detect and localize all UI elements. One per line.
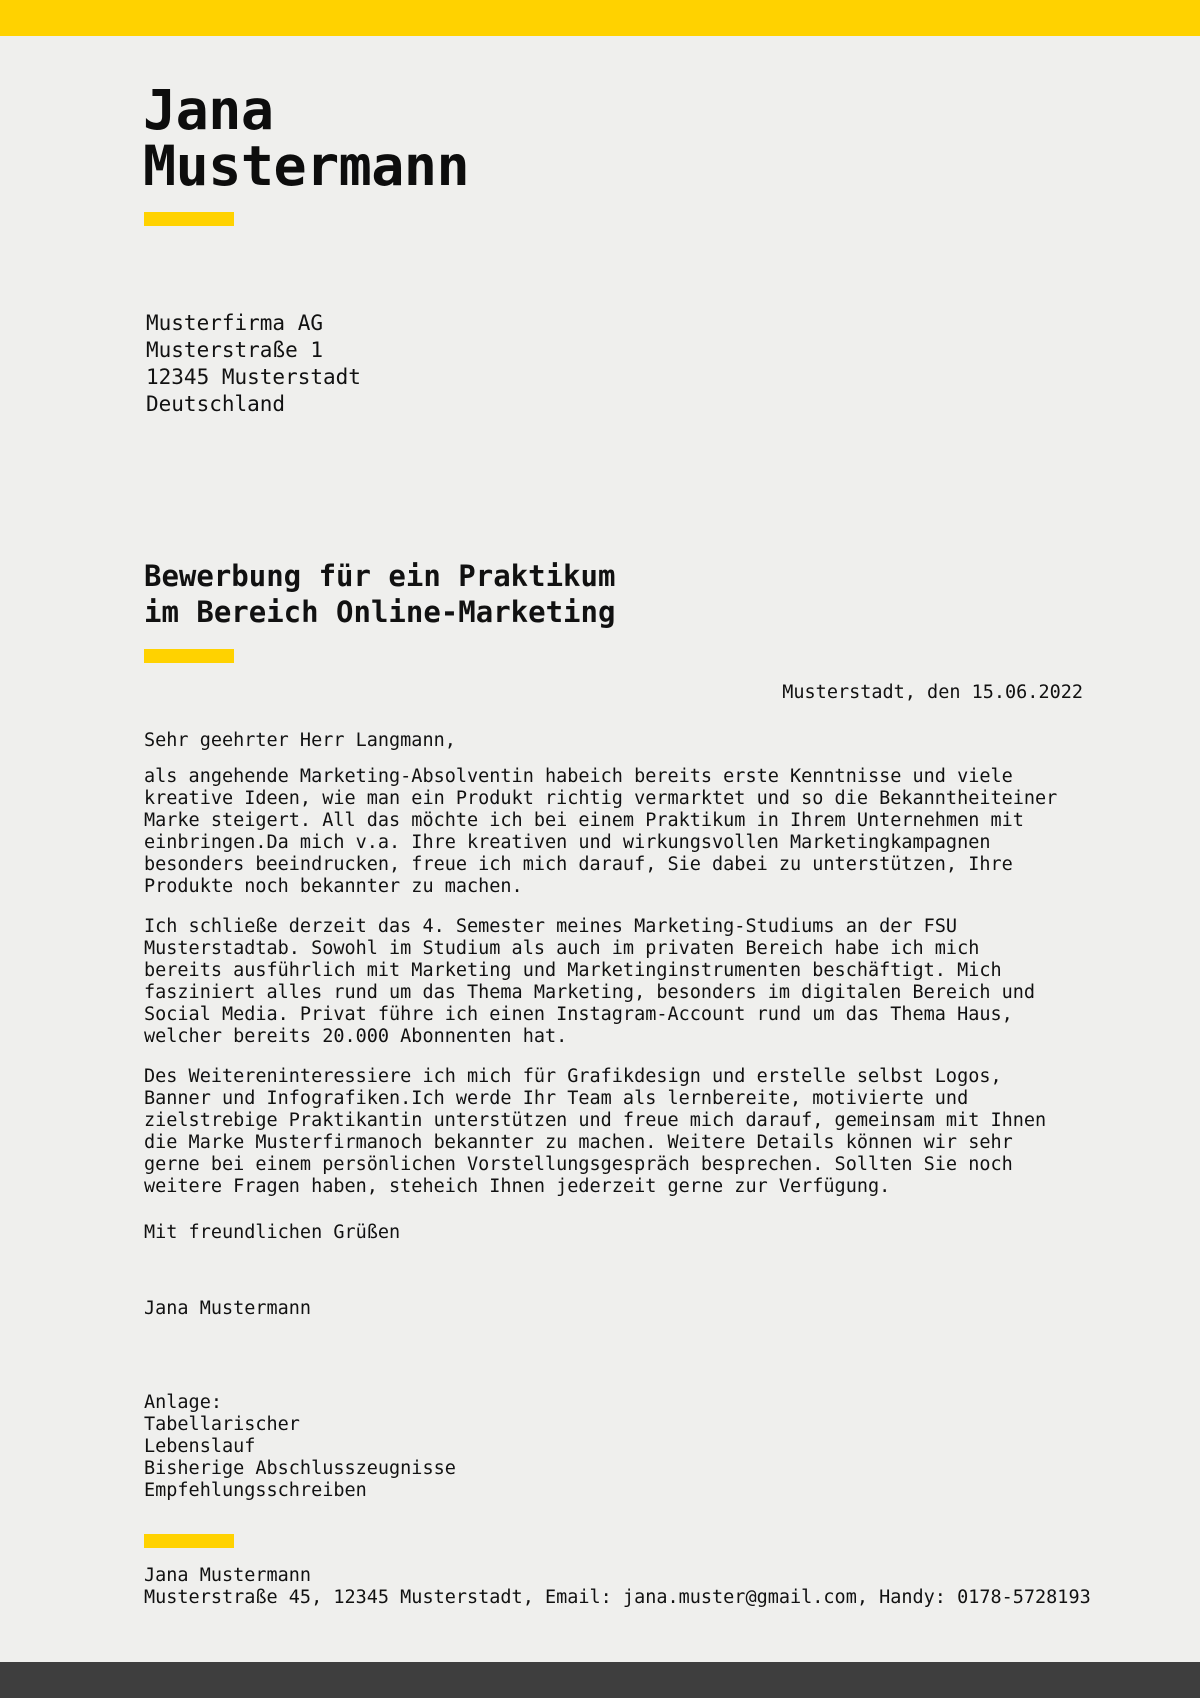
subject-line-1: Bewerbung für ein Praktikum — [144, 559, 616, 593]
applicant-name-heading — [143, 78, 470, 198]
subject-accent-divider — [144, 649, 234, 663]
attachments-list — [144, 1392, 456, 1502]
signature-name: Jana Mustermann — [144, 1298, 312, 1319]
recipient-street: Musterstraße 1 — [146, 338, 324, 362]
footer-name: Jana Mustermann — [144, 1565, 312, 1586]
attachments-label: Anlage: — [144, 1392, 222, 1413]
letter-subject — [144, 558, 615, 630]
paragraph-line: weitere Fragen haben, steheich Ihnen jederzeit gerne zur Verfügung. — [144, 1176, 891, 1197]
paragraph-3 — [144, 1066, 1144, 1198]
attachment-item: Empfehlungsschreiben — [144, 1480, 367, 1501]
paragraph-2 — [144, 916, 1144, 1048]
paragraph-line: zielstrebige Praktikantin unterstützen und freue mich darauf, gemeinsam mit Ihnen — [144, 1110, 1047, 1131]
last-name: Mustermann — [143, 134, 470, 198]
paragraph-line: die Marke Musterfirmanoch bekannter zu machen. Weitere Details können wir sehr — [144, 1132, 1013, 1153]
recipient-address — [146, 310, 361, 418]
footer-contact — [144, 1565, 1091, 1609]
footer-accent-divider — [144, 1534, 234, 1548]
footer-contact-line: Musterstraße 45, 12345 Musterstadt, Email: jana.muster@gmail.com, Handy: 0178-5728193 — [144, 1587, 1091, 1608]
paragraph-line: Produkte noch bekannter zu machen. — [144, 876, 523, 897]
paragraph-line: fasziniert alles rund um das Thema Marketing, besonders im digitalen Bereich und — [144, 982, 1036, 1003]
closing-phrase: Mit freundlichen Grüßen — [144, 1222, 401, 1243]
paragraph-line: gerne bei einem persönlichen Vorstellungsgespräch besprechen. Sollten Sie noch — [144, 1154, 1013, 1175]
attachment-item: Lebenslauf — [144, 1436, 256, 1457]
paragraph-line: bereits ausführlich mit Marketing und Marketinginstrumenten beschäftigt. Mich — [144, 960, 1002, 981]
paragraph-line: Social Media. Privat führe ich einen Instagram-Account rund um das Thema Haus, — [144, 1004, 1013, 1025]
recipient-city: 12345 Musterstadt — [146, 365, 361, 389]
attachment-item: Tabellarischer — [144, 1414, 300, 1435]
paragraph-line: Marke steigert. All das möchte ich bei einem Praktikum in Ihrem Unternehmen mit — [144, 810, 1024, 831]
recipient-company: Musterfirma AG — [146, 311, 324, 335]
paragraph-line: Des Weitereninteressiere ich mich für Grafikdesign und erstelle selbst Logos, — [144, 1066, 1002, 1087]
paragraph-line: welcher bereits 20.000 Abonnenten hat. — [144, 1026, 568, 1047]
letter-date: Musterstadt, den 15.06.2022 — [782, 682, 1083, 703]
header-accent-divider — [144, 212, 234, 226]
attachment-item: Bisherige Abschlusszeugnisse — [144, 1458, 456, 1479]
top-accent-bar — [0, 0, 1200, 36]
paragraph-line: besonders beeindrucken, freue ich mich darauf, Sie dabei zu unterstützen, Ihre — [144, 854, 1013, 875]
bottom-footer-bar — [0, 1662, 1200, 1698]
first-name: Jana — [143, 78, 274, 142]
paragraph-line: Ich schließe derzeit das 4. Semester meines Marketing-Studiums an der FSU — [144, 916, 958, 937]
subject-line-2: im Bereich Online-Marketing — [144, 595, 616, 629]
recipient-country: Deutschland — [146, 392, 286, 416]
paragraph-1 — [144, 766, 1144, 898]
paragraph-line: einbringen.Da mich v.a. Ihre kreativen und wirkungsvollen Marketingkampagnen — [144, 832, 991, 853]
letter-body — [144, 730, 1144, 1216]
salutation: Sehr geehrter Herr Langmann, — [144, 730, 456, 751]
paragraph-line: Banner und Infografiken.Ich werde Ihr Team als lernbereite, motivierte und — [144, 1088, 969, 1109]
paragraph-line: kreative Ideen, wie man ein Produkt richtig vermarktet und so die Bekanntheiteiner — [144, 788, 1058, 809]
paragraph-line: Musterstadtab. Sowohl im Studium als auch im privaten Bereich habe ich mich — [144, 938, 980, 959]
paragraph-line: als angehende Marketing-Absolventin habeich bereits erste Kenntnisse und viele — [144, 766, 1013, 787]
